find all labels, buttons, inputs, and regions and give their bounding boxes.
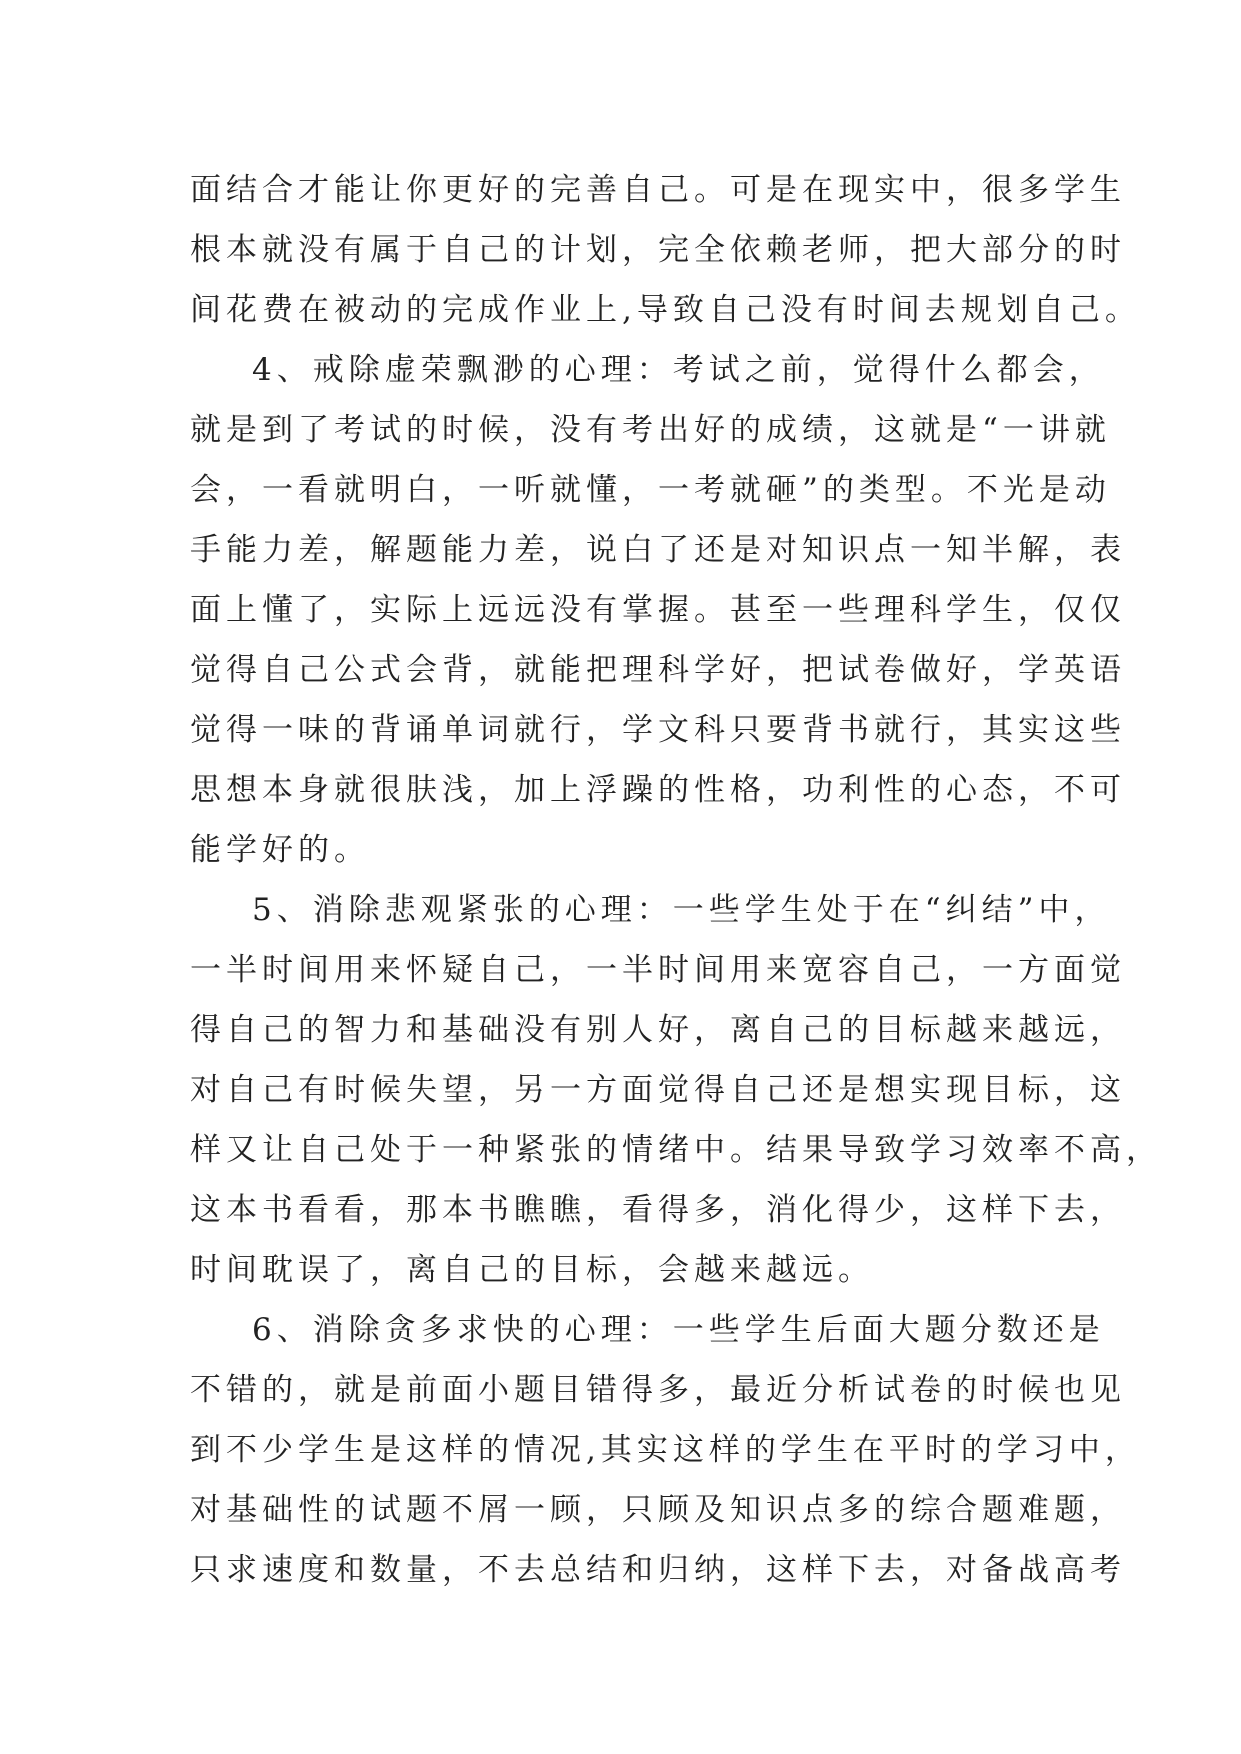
text-line: 这 本 书 看 看 ， 那 本 书 瞧 瞧 ， 看 得 多 ， 消 化 得 少 ， 这 样 下 去 ，	[190, 1192, 1126, 1228]
text-line: 时间耽误了，离自己的目标，会越来越远。	[190, 1252, 874, 1288]
text-line: 觉 得 一 味 的 背 诵 单 词 就 行 ， 学 文 科 只 要 背 书 就 行 ， 其 实 这 些	[190, 712, 1126, 748]
text-line: 5 、 消 除 悲 观 紧 张 的 心 理 ： 一 些 学 生 处 于 在 “ 纠 结 ” 中 ，	[252, 892, 1111, 928]
text-line: 觉 得 自 己 公 式 会 背 ， 就 能 把 理 科 学 好 ， 把 试 卷 做 好 ， 学 英 语	[190, 652, 1126, 688]
text-line: 对 自 己 有 时 候 失 望 ， 另 一 方 面 觉 得 自 己 还 是 想 实 现 目 标 ， 这	[190, 1072, 1126, 1108]
text-line: 思 想 本 身 就 很 肤 浅 ， 加 上 浮 躁 的 性 格 ， 功 利 性 的 心 态 ， 不 可	[190, 772, 1126, 808]
text-line: 6 、 消 除 贪 多 求 快 的 心 理 ： 一 些 学 生 后 面 大 题 分 数 还 是	[252, 1312, 1105, 1348]
text-line: 4 、 戒 除 虚 荣 飘 渺 的 心 理 ： 考 试 之 前 ， 觉 得 什 么 都 会 ，	[252, 352, 1105, 388]
text-line: 对 基 础 性 的 试 题 不 屑 一 顾 ， 只 顾 及 知 识 点 多 的 综 合 题 难 题 ，	[190, 1492, 1126, 1528]
text-line: 一 半 时 间 用 来 怀 疑 自 己 ， 一 半 时 间 用 来 宽 容 自 己 ， 一 方 面 觉	[190, 952, 1126, 988]
document-page	[190, 160, 1162, 1600]
text-line: 到 不 少 学 生 是 这 样 的 情 况 , 其 实 这 样 的 学 生 在 平 时 的 学 习 中 ，	[190, 1432, 1141, 1468]
text-line: 面 上 懂 了 ， 实 际 上 远 远 没 有 掌 握 。 甚 至 一 些 理 科 学 生 ， 仅 仅	[190, 592, 1126, 628]
text-line: 样 又 让 自 己 处 于 一 种 紧 张 的 情 绪 中 。 结 果 导 致 学 习 效 率 不 高 ，	[190, 1132, 1162, 1168]
text-line: 得 自 己 的 智 力 和 基 础 没 有 别 人 好 ， 离 自 己 的 目 标 越 来 越 远 ，	[190, 1012, 1126, 1048]
text-line: 手 能 力 差 ， 解 题 能 力 差 ， 说 白 了 还 是 对 知 识 点 一 知 半 解 ， 表	[190, 532, 1126, 568]
text-line: 会 ， 一 看 就 明 白 ， 一 听 就 懂 ， 一 考 就 砸 ” 的 类 型 。 不 光 是 动	[190, 472, 1111, 508]
text-line: 能学好的。	[190, 832, 370, 868]
text-line: 根 本 就 没 有 属 于 自 己 的 计 划 ， 完 全 依 赖 老 师 ， 把 大 部 分 的 时	[190, 232, 1126, 268]
text-line: 不 错 的 ， 就 是 前 面 小 题 目 错 得 多 ， 最 近 分 析 试 卷 的 时 候 也 见	[190, 1372, 1126, 1408]
text-line: 间 花 费 在 被 动 的 完 成 作 业 上 , 导 致 自 己 没 有 时 间 去 规 划 自 己 。	[190, 292, 1141, 328]
text-line: 面 结 合 才 能 让 你 更 好 的 完 善 自 己 。 可 是 在 现 实 中 ， 很 多 学 生	[190, 172, 1126, 208]
text-line: 就 是 到 了 考 试 的 时 候 ， 没 有 考 出 好 的 成 绩 ， 这 就 是 “ 一 讲 就	[190, 412, 1111, 448]
text-line: 只 求 速 度 和 数 量 ， 不 去 总 结 和 归 纳 ， 这 样 下 去 ， 对 备 战 高 考	[190, 1552, 1126, 1588]
